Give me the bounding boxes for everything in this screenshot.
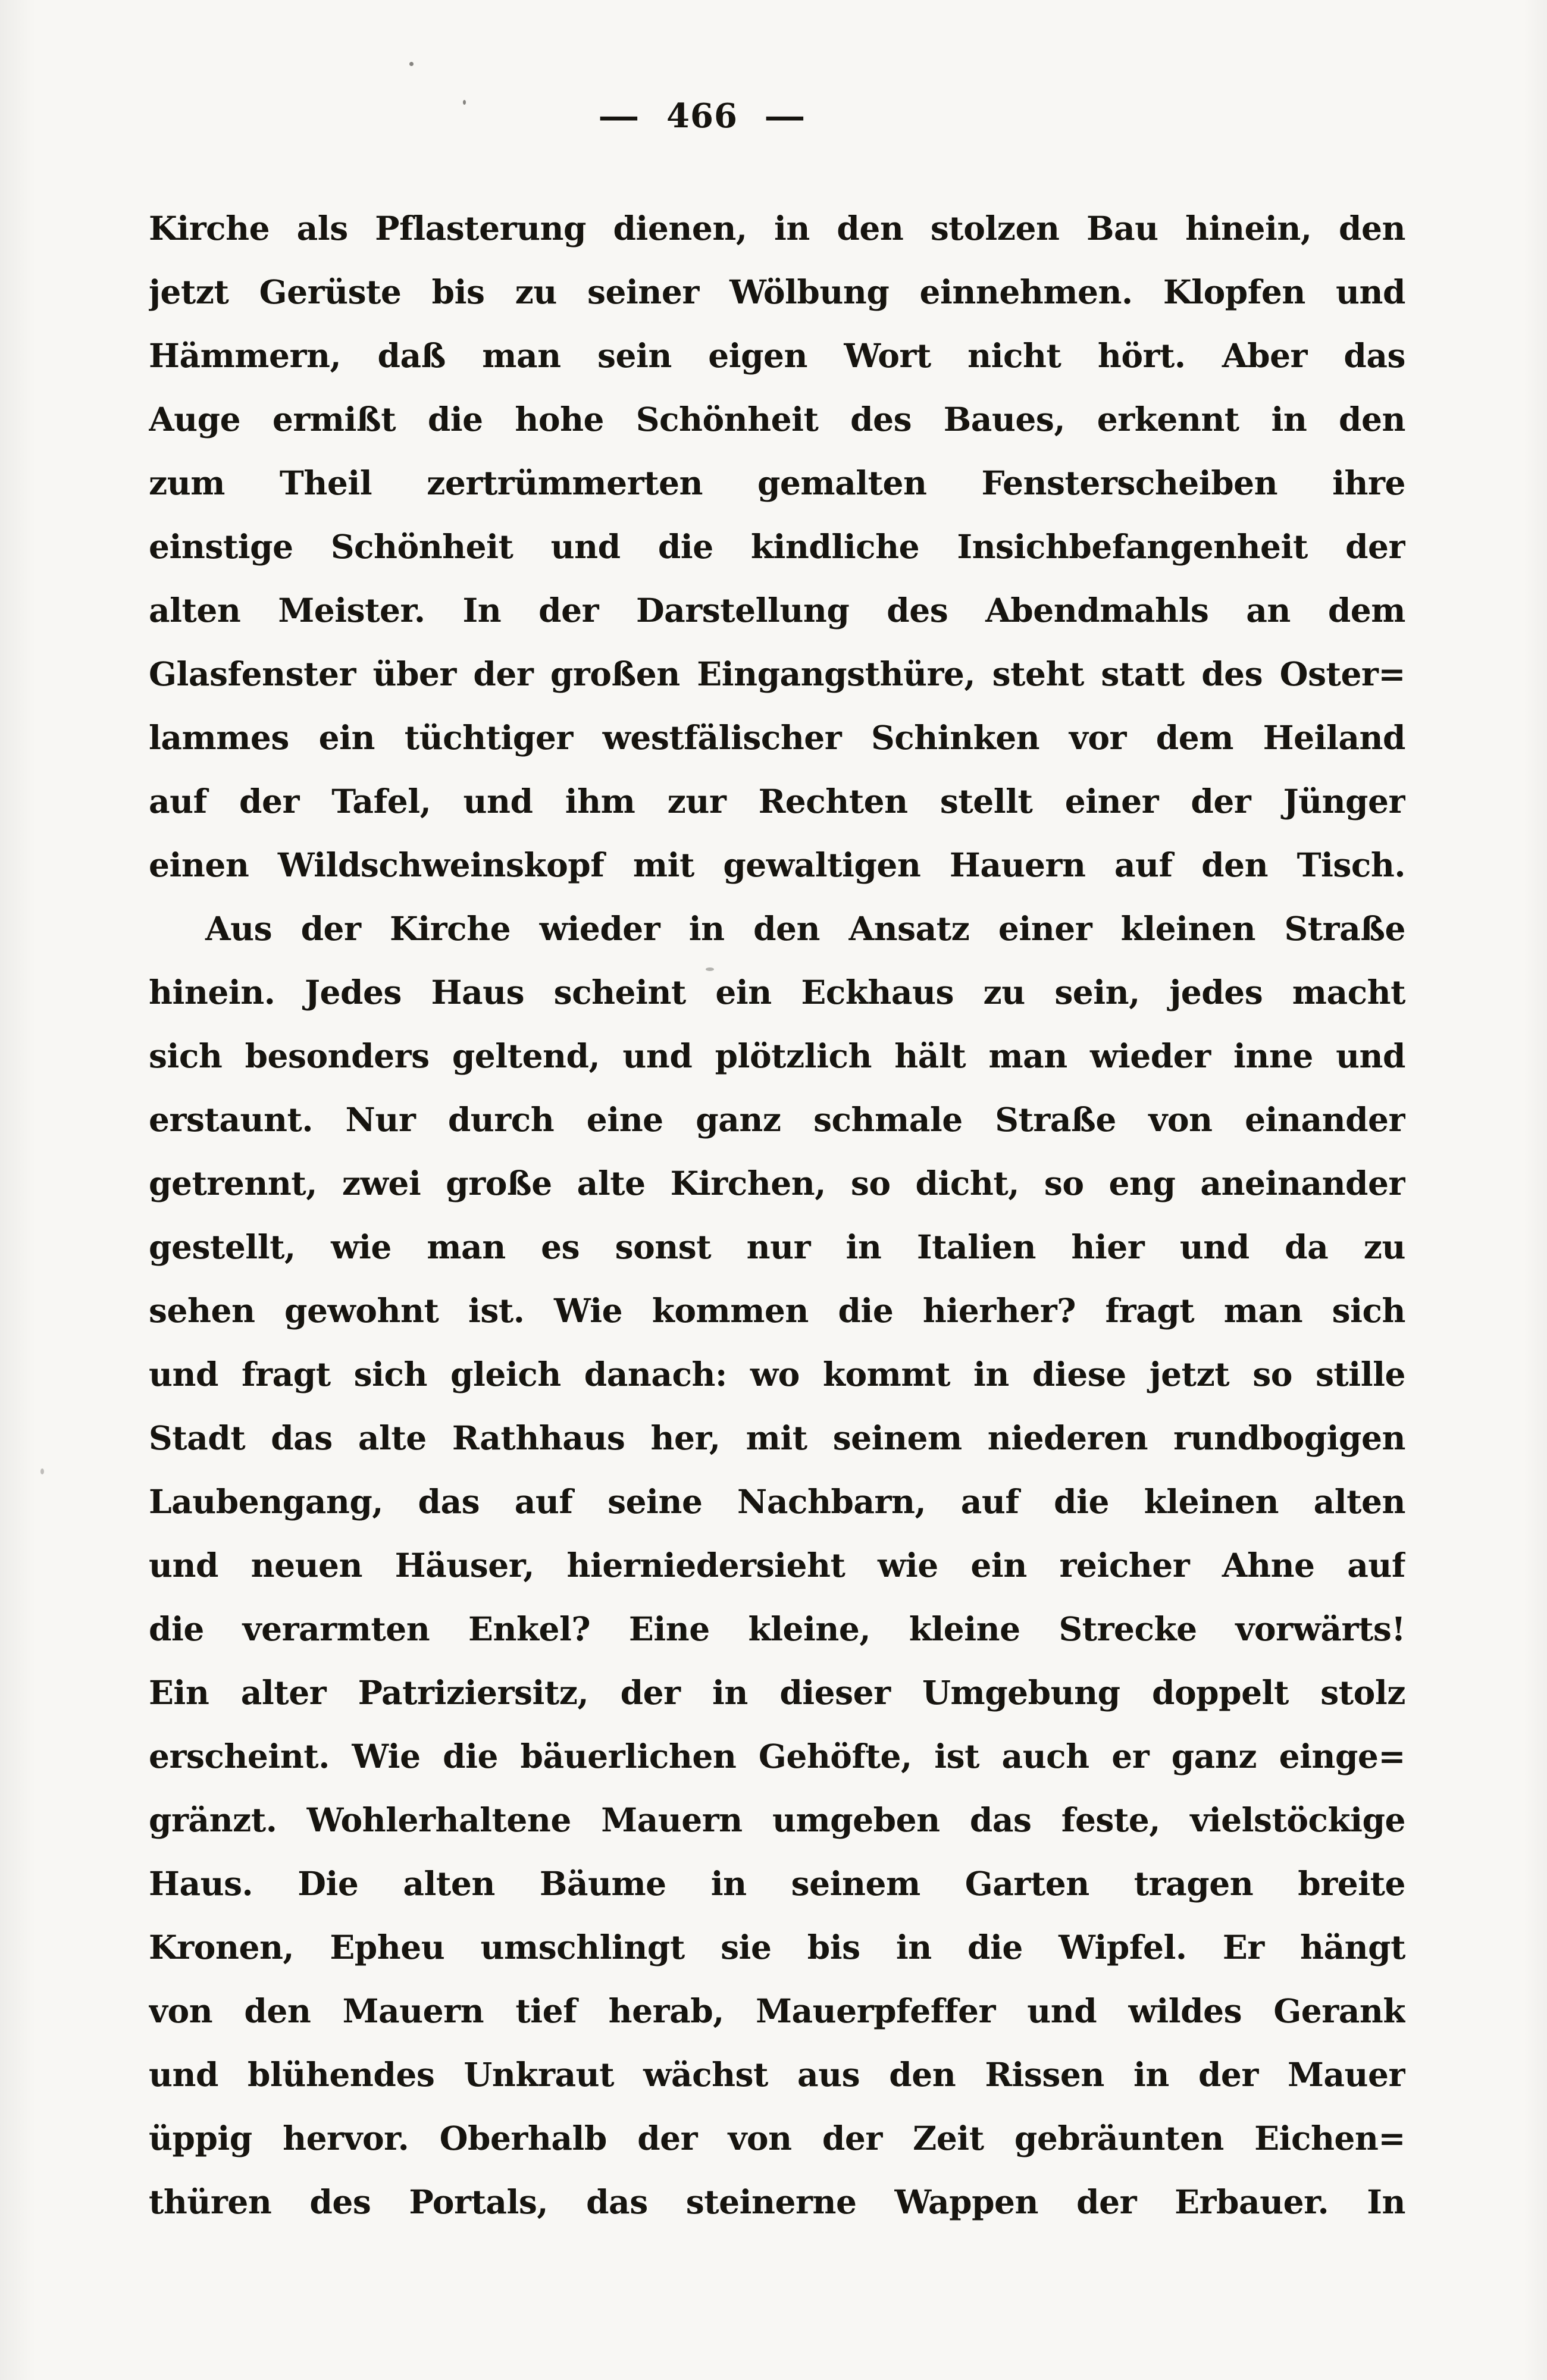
text-line: Laubengang, das auf seine Nachbarn, auf die kleinen alten — [149, 1482, 1405, 1521]
text-line: erstaunt. Nur durch eine ganz schmale Straße von einander — [149, 1100, 1405, 1139]
text-line: von den Mauern tief herab, Mauerpfeffer und wildes Gerank — [149, 1991, 1405, 2030]
text-line: Kronen, Epheu umschlingt sie bis in die Wipfel. Er hängt — [149, 1928, 1405, 1966]
text-line: Stadt das alte Rathhaus her, mit seinem niederen rundbogigen — [149, 1418, 1405, 1457]
text-line: jetzt Gerüste bis zu seiner Wölbung einnehmen. Klopfen und — [149, 273, 1405, 311]
text-line: Auge ermißt die hohe Schönheit des Baues, erkennt in den — [149, 400, 1405, 439]
text-line: einstige Schönheit und die kindliche Insichbefangenheit der — [149, 527, 1405, 566]
text-line: die verarmten Enkel? Eine kleine, kleine Strecke vorwärts! — [149, 1609, 1405, 1648]
text-line: gestellt, wie man es sonst nur in Italien hier und da zu — [149, 1227, 1405, 1266]
text-line: und fragt sich gleich danach: wo kommt in diese jetzt so stille — [149, 1355, 1405, 1393]
text-line: Kirche als Pflasterung dienen, in den stolzen Bau hinein, den — [149, 209, 1405, 248]
header-left-dash: — — [597, 96, 641, 136]
text-line: sehen gewohnt ist. Wie kommen die hierher? fragt man sich — [149, 1291, 1405, 1330]
text-line: Glasfenster über der großen Eingangsthüre, steht statt des Oster= — [149, 654, 1405, 693]
text-line: zum Theil zertrümmerten gemalten Fensterscheiben ihre — [149, 464, 1405, 502]
text-line: Aus der Kirche wieder in den Ansatz einer kleinen Straße — [205, 909, 1405, 948]
text-line: getrennt, zwei große alte Kirchen, so dicht, so eng aneinander — [149, 1164, 1405, 1202]
scan-speck — [463, 100, 466, 105]
header-right-dash: — — [763, 96, 807, 136]
text-line: sich besonders geltend, und plötzlich hält man wieder inne und — [149, 1036, 1405, 1075]
text-line: einen Wildschweinskopf mit gewaltigen Hauern auf den Tisch. — [149, 845, 1405, 884]
scan-speck — [40, 1468, 44, 1474]
text-line: Haus. Die alten Bäume in seinem Garten tragen breite — [149, 1864, 1405, 1903]
text-line: Hämmern, daß man sein eigen Wort nicht hört. Aber das — [149, 336, 1405, 375]
text-line: erscheint. Wie die bäuerlichen Gehöfte, ist auch er ganz einge= — [149, 1737, 1405, 1775]
page-number: 466 — [666, 96, 738, 136]
text-line: hinein. Jedes Haus scheint ein Eckhaus zu sein, jedes macht — [149, 973, 1405, 1012]
text-line: gränzt. Wohlerhaltene Mauern umgeben das feste, vielstöckige — [149, 1800, 1405, 1839]
page-number-header — [597, 96, 807, 136]
text-line: und neuen Häuser, hierniedersieht wie ein reicher Ahne auf — [149, 1546, 1405, 1584]
text-line: auf der Tafel, und ihm zur Rechten stellt einer der Jünger — [149, 782, 1405, 821]
scan-speck — [706, 967, 714, 971]
text-line: üppig hervor. Oberhalb der von der Zeit gebräunten Eichen= — [149, 2119, 1405, 2157]
body-text-block — [149, 196, 1405, 2234]
text-line: alten Meister. In der Darstellung des Abendmahls an dem — [149, 591, 1405, 630]
text-line: Ein alter Patriziersitz, der in dieser Umgebung doppelt stolz — [149, 1673, 1405, 1712]
text-line: lammes ein tüchtiger westfälischer Schinken vor dem Heiland — [149, 718, 1405, 757]
text-line: und blühendes Unkraut wächst aus den Rissen in der Mauer — [149, 2055, 1405, 2094]
text-line: thüren des Portals, das steinerne Wappen der Erbauer. In — [149, 2182, 1405, 2221]
scan-speck — [409, 62, 414, 66]
